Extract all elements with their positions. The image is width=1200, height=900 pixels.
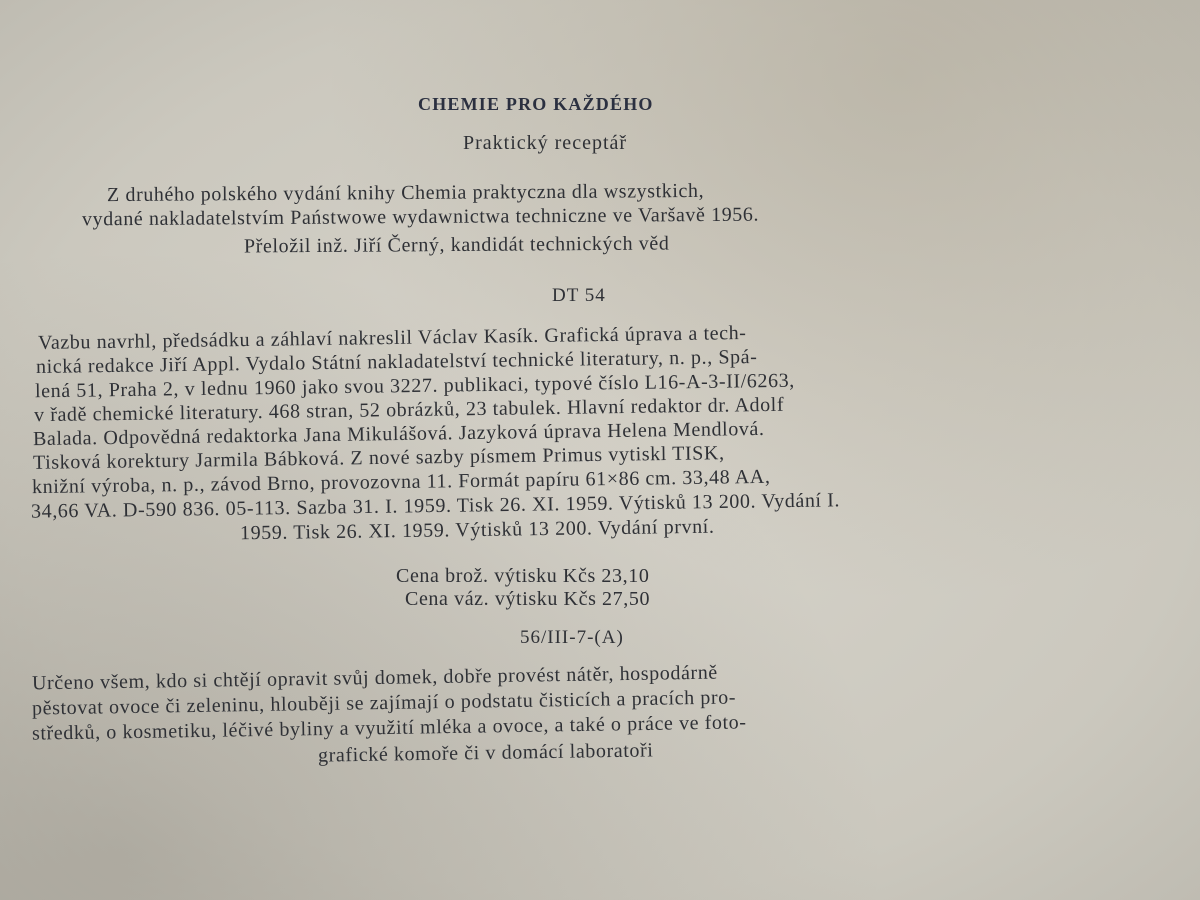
imprint-line: knižní výroba, n. p., závod Brno, provozovna 11. Formát papíru 61×86 cm. 33,48 AA,	[31, 465, 771, 499]
description-line: grafické komoře či v domácí laboratoři	[317, 739, 654, 767]
translator-line: Přeložil inž. Jiří Černý, kandidát technických věd	[243, 232, 670, 258]
imprint-line: 34,66 VA. D-590 836. 05-113. Sazba 31. I. 1959. Tisk 26. XI. 1959. Výtisků 13 200. Vydání I.	[30, 489, 841, 523]
imprint-line: lená 51, Praha 2, v lednu 1960 jako svou 3227. publikaci, typové číslo L16-A-3-II/6263,	[34, 369, 795, 403]
imprint-line: Balada. Odpovědná redaktorka Jana Mikulášová. Jazyková úprava Helena Mendlová.	[32, 417, 765, 451]
description-line: středků, o kosmetiku, léčivé byliny a využití mléka a ovoce, a také o práce ve foto-	[31, 711, 747, 745]
classification-code: DT 54	[552, 285, 606, 306]
description-line: pěstovat ovoce či zeleninu, hlouběji se zajímají o podstatu čisticích a pracích pro-	[31, 686, 737, 720]
price-paperback: Cena brož. výtisku Kčs 23,10	[396, 565, 650, 587]
imprint-line: Tisková korektury Jarmila Bábková. Z nové sazby písmem Primus vytiskl TISK,	[32, 442, 725, 474]
catalog-code: 56/III-7-(A)	[520, 627, 624, 648]
book-subtitle: Praktický receptář	[463, 132, 628, 154]
book-title: CHEMIE PRO KAŽDÉHO	[418, 94, 654, 114]
imprint-line: nická redakce Jiří Appl. Vydalo Státní nakladatelství technické literatury, n. p., Spá-	[35, 345, 758, 379]
imprint-line: v řadě chemické literatury. 468 stran, 52 obrázků, 23 tabulek. Hlavní redaktor dr. Adolf	[33, 393, 785, 427]
origin-line: Z druhého polského vydání knihy Chemia praktyczna dla wszystkich,	[106, 179, 705, 207]
imprint-line: Vazbu navrhl, předsádku a záhlaví nakreslil Václav Kasík. Grafická úprava a tech-	[37, 322, 747, 354]
origin-line: vydané nakladatelstvím Państwowe wydawnictwa techniczne ve Varšavě 1956.	[81, 203, 760, 231]
description-line: Určeno všem, kdo si chtějí opravit svůj domek, dobře provést nátěr, hospodárně	[31, 661, 718, 695]
imprint-line: 1959. Tisk 26. XI. 1959. Výtisků 13 200. Vydání první.	[239, 515, 715, 545]
price-hardcover: Cena váz. výtisku Kčs 27,50	[405, 588, 651, 610]
